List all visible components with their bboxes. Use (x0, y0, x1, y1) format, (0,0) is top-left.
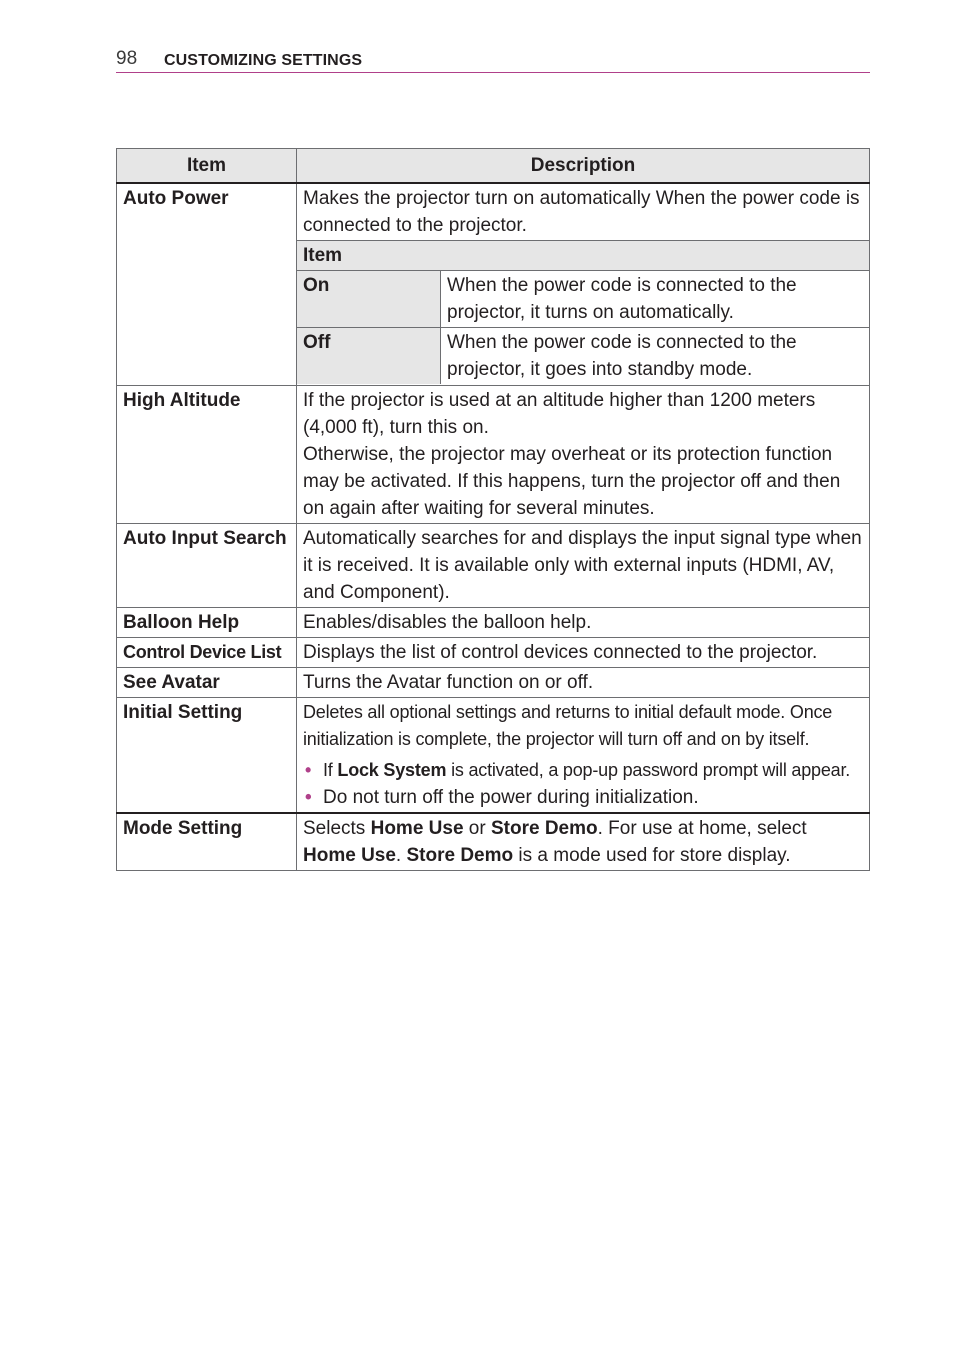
description-cell (297, 638, 870, 668)
text-fragment: Selects (303, 818, 371, 839)
text-fragment: . For use at home, select (597, 818, 807, 839)
description-cell (297, 524, 870, 608)
description-text: Deletes all optional settings and returns to initial default mode. Once initialization is complete, the projector will turn off and on by itself. (303, 702, 833, 749)
table-row-initial-setting (117, 698, 870, 814)
list-item (305, 757, 869, 784)
description-cell (297, 813, 870, 871)
description-text: Automatically searches for and displays the input signal type when it is received. It is available only with external inputs (HDMI, AV, and Component). (303, 528, 862, 603)
table-row-high-altitude (117, 386, 870, 524)
bullet-icon: • (305, 787, 312, 808)
sub-row-off (297, 328, 869, 385)
column-header-item: Item (117, 149, 297, 184)
table-row-see-avatar (117, 668, 870, 698)
text-fragment: Do not turn off the power during initialization. (323, 787, 699, 808)
bullet-icon: • (305, 760, 312, 780)
sub-value: When the power code is connected to the projector, it goes into standby mode. (441, 328, 870, 385)
note-list (297, 757, 869, 811)
item-cell: Auto Power (117, 183, 297, 386)
description-text: Otherwise, the projector may overheat or its protection function may be activated. If this happens, turn the projector off and then on again after waiting for several minutes. (303, 444, 841, 519)
sub-key: Off (297, 328, 441, 385)
emphasis-text: Lock System (337, 760, 447, 780)
description-cell (297, 698, 870, 814)
settings-table (116, 148, 870, 871)
description-text: Turns the Avatar function on or off. (303, 672, 594, 693)
item-cell: High Altitude (117, 386, 297, 524)
description-cell (297, 183, 870, 386)
sub-row-on (297, 271, 869, 328)
item-cell: Initial Setting (117, 698, 297, 814)
description-text: Makes the projector turn on automatically When the power code is connected to the projector. (303, 188, 860, 236)
item-cell: Control Device List (117, 638, 297, 668)
section-title: CUSTOMIZING SETTINGS (164, 52, 363, 69)
description-text (297, 815, 869, 869)
list-item (305, 784, 869, 811)
table-row-auto-input-search (117, 524, 870, 608)
auto-power-options-table (297, 240, 869, 384)
table-row-auto-power (117, 183, 870, 386)
table-row-balloon-help (117, 608, 870, 638)
item-cell: Balloon Help (117, 608, 297, 638)
page-number: 98 (116, 48, 138, 69)
description-text: Displays the list of control devices connected to the projector. (303, 642, 818, 663)
text-fragment: or (463, 818, 491, 839)
column-header-description: Description (297, 149, 870, 184)
text-fragment: is activated, a pop-up password prompt will appear. (446, 760, 851, 780)
description-cell (297, 668, 870, 698)
table-header-row (117, 149, 870, 184)
sub-value: When the power code is connected to the projector, it turns on automatically. (441, 271, 870, 328)
table-row-mode-setting (117, 813, 870, 871)
description-text: If the projector is used at an altitude higher than 1200 meters (4,000 ft), turn this on. (303, 390, 816, 438)
page-header (116, 46, 870, 73)
item-cell: Auto Input Search (117, 524, 297, 608)
emphasis-text: Home Use (370, 818, 464, 839)
text-fragment: . (395, 845, 407, 866)
text-fragment: If (323, 760, 338, 780)
description-text: Enables/disables the balloon help. (303, 612, 592, 633)
table-row-control-device-list (117, 638, 870, 668)
emphasis-text: Store Demo (406, 845, 514, 866)
item-cell: See Avatar (117, 668, 297, 698)
sub-header-item: Item (297, 241, 869, 271)
description-cell (297, 608, 870, 638)
emphasis-text: Home Use (303, 845, 396, 866)
emphasis-text: Store Demo (490, 818, 598, 839)
description-cell (297, 386, 870, 524)
sub-key: On (297, 271, 441, 328)
text-fragment: is a mode used for store display. (513, 845, 791, 866)
item-cell: Mode Setting (117, 813, 297, 871)
